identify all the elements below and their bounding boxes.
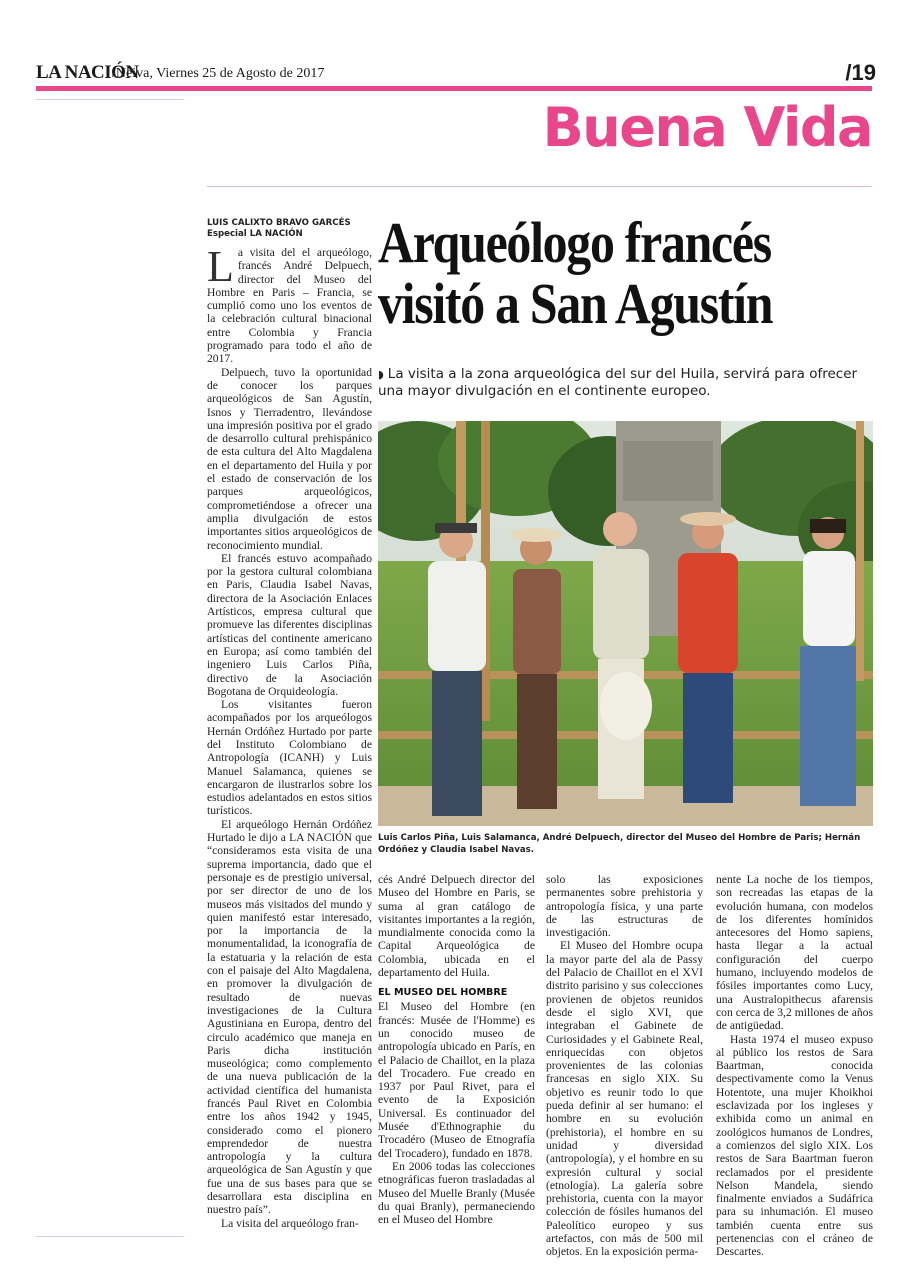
subhead — [378, 366, 873, 400]
photo-illustration — [378, 421, 873, 826]
headline-line-1: Arqueólogo francés — [378, 210, 771, 275]
paragraph: El francés estuvo acompañado por la gestora cultural colombiana en Paris, Claudia Isabel Navas, directora de la Asociación Enlaces Artísticos, empresa cultural que promueve las diferentes disciplinas artísticas del continente americano en Europa; así como también del ingeniero Luis Carlos Piña, directivo de la Asociación Bogotana de Orquideología. — [207, 551, 372, 698]
paragraph-text: a visita del el arqueólogo, francés André Delpuech, director del Museo del Hombre en Paris – Francia, se cumplió como uno los eventos de la celebración cultural binacional entre Colombia y Francia programado para todo el año de 2017. — [207, 246, 372, 366]
byline-author: LUIS CALIXTO BRAVO GARCÉS — [207, 218, 351, 228]
photo-caption: Luis Carlos Piña, Luis Salamanca, André Delpuech, director del Museo del Hombre de Paris; Hernán Ordóñez y Claudia Isabel Navas. — [378, 833, 861, 855]
margin-rule — [36, 99, 184, 100]
page-number: /19 — [845, 60, 876, 85]
paragraph: El Museo del Hombre (en francés: Musée de l'Homme) es un conocido museo de antropología ubicado en París, en el Palacio de Chaillot, en la plaza del Trocadero. Fue creado en 1937 por Paul Rivet, para el evento de la Exposición Universal. Es continuador del Musée d'Ethnographie du Trocadéro (Museo de Etnografía del Trocadero), fundado en 1878. — [378, 1000, 535, 1160]
bullet-icon: ◗ — [378, 368, 384, 381]
paragraph: La visita del arqueólogo fran- — [221, 1216, 359, 1230]
subheading: EL MUSEO DEL HOMBRE — [378, 987, 508, 999]
dateline: /Neiva, Viernes 25 de Agosto de 2017 — [112, 66, 325, 81]
paragraph: En 2006 todas las colecciones etnográficas fueron trasladadas al Museo del Muelle Branly (Musée du quai Branly), permaneciendo en el Museo del Hombre — [378, 1159, 535, 1227]
body-column-3 — [546, 873, 703, 1259]
paragraph — [207, 242, 372, 366]
paragraph: El arqueólogo Hernán Ordóñez Hurtado le dijo a LA NACIÓN que “consideramos esta visita de una suprema importancia, dado que el personaje es de prestigio universal, por ser director de uno de los museos más visitados del mundo y quien manifestó estar interesado, por la importancia de la monumentalidad, la iconografía de la estatuaria y la relación de esta con el paisaje del Alto Magdalena, en promover la divulgación de resultado de nuevas investigaciones de la Cultura Agustiniana en Europa, dentro del circulo académico que maneja en Paris dicha institución museológica; como complemento de una nueva publicación de la actividad científica del humanista francés Paul Rivet en Colombia entre los años 1942 y 1945, considerado como el pionero emprendedor de nuestra antropología y la cultura arqueológica de San Agustín y que fue una de sus bases para que se desarrollara esta disciplina en nuestro país”. — [207, 817, 372, 1217]
subhead-text: La visita a la zona arqueológica del sur del Huila, servirá para ofrecer una mayor divulgación en el continente europeo. — [378, 366, 858, 399]
paragraph: nente La noche de los tiempos, son recreadas las etapas de la evolución humana, con modelos de los diferentes homínidos antecesores del Homo sapiens, hasta llegar a la actual configuración del cuerpo humano, incluyendo modelos de fósiles importantes como Lucy, una Australopithecus afarensis con cerca de 3,2 millones de años de antigüedad. — [716, 873, 873, 1033]
headline — [378, 212, 808, 334]
margin-rule-bottom — [36, 1236, 184, 1237]
body-column-2 — [378, 873, 535, 1226]
byline-role: Especial LA NACIÓN — [207, 229, 303, 239]
drop-cap: L — [207, 242, 234, 291]
header-rule — [36, 86, 872, 91]
paragraph: cés André Delpuech director del Museo del Hombre en Paris, se suma al gran catálogo de visitantes importantes a la región, mundialmente conocida como la Capital Arqueológica de Colombia, ubicada en el departamento del Huila. — [378, 873, 535, 980]
newspaper-logo: LA NACIÓN — [36, 62, 139, 83]
byline — [207, 218, 372, 240]
paragraph: Hasta 1974 el museo expuso al público los restos de Sara Baartman, conocida despectivamente como la Venus Hotentote, una mujer Khoikhoi esclavizada por los ingleses y exhibida como un animal en zoológicos humanos de Londres, a comienzos del siglo XIX. Los restos de Sara Baartman fueron reclamados por el presidente Nelson Mandela, siendo finalmente enviados a Sudáfrica para su inhumación. El museo también cuenta entre sus pertenencias con el cráneo de Descartes. — [716, 1032, 873, 1259]
paragraph: El Museo del Hombre ocupa la mayor parte del ala de Passy del Palacio de Chaillot en el XVI distrito parisino y sus colecciones provienen de objetos reunidos desde el siglo XVI, que integraban el Gabinete de Curiosidades y el Gabinete Real, enriquecidas con objetos provenientes de las colonias francesas en siglo XIX. Su objetivo es reunir todo lo que pueda definir al ser humano: el hombre en su evolución (prehistoria), el hombre en su unidad y diversidad (antropología), y el hombre en su expresión cultural y social (etnología). La galería sobre prehistoria, cuenta con la mayor colección de fósiles humanos del Paleolítico europeo y sus artefactos, con más de 500 mil objetos. En la exposición perma- — [546, 939, 703, 1259]
masthead — [36, 62, 876, 88]
section-rule — [207, 186, 872, 187]
section-title: Buena Vida — [542, 96, 872, 159]
headline-line-2: visitó a San Agustín — [378, 271, 773, 336]
body-column-1 — [207, 242, 372, 1230]
paragraph: solo las exposiciones permanentes sobre prehistoria y antropología física, y una parte de las estructuras de investigación. — [546, 873, 703, 940]
paragraph: Delpuech, tuvo la oportunidad de conocer los parques arqueológicos de San Agustín, Isnos y Tierradentro, llevándose una impresión positiva por el grado de desarrollo cultural prehispánico de esta cultura del Alto Magdalena en el departamento del Huila y por el estado de conservación de los parques arqueológicos, comprometiéndose a ofrecer una amplia divulgación de estos importantes sitios arqueológicos de reconocimiento mundial. — [207, 365, 372, 552]
paragraph: Los visitantes fueron acompañados por los arqueólogos Hernán Ordóñez Hurtado por parte del Instituto Colombiano de Antropología (ICANH) y Luis Manuel Salamanca, quienes se encargaron de ilustrarlos sobre los estudios adelantados en estos sitios turísticos. — [207, 698, 372, 818]
body-column-4 — [716, 873, 873, 1259]
group-photo — [378, 421, 873, 826]
